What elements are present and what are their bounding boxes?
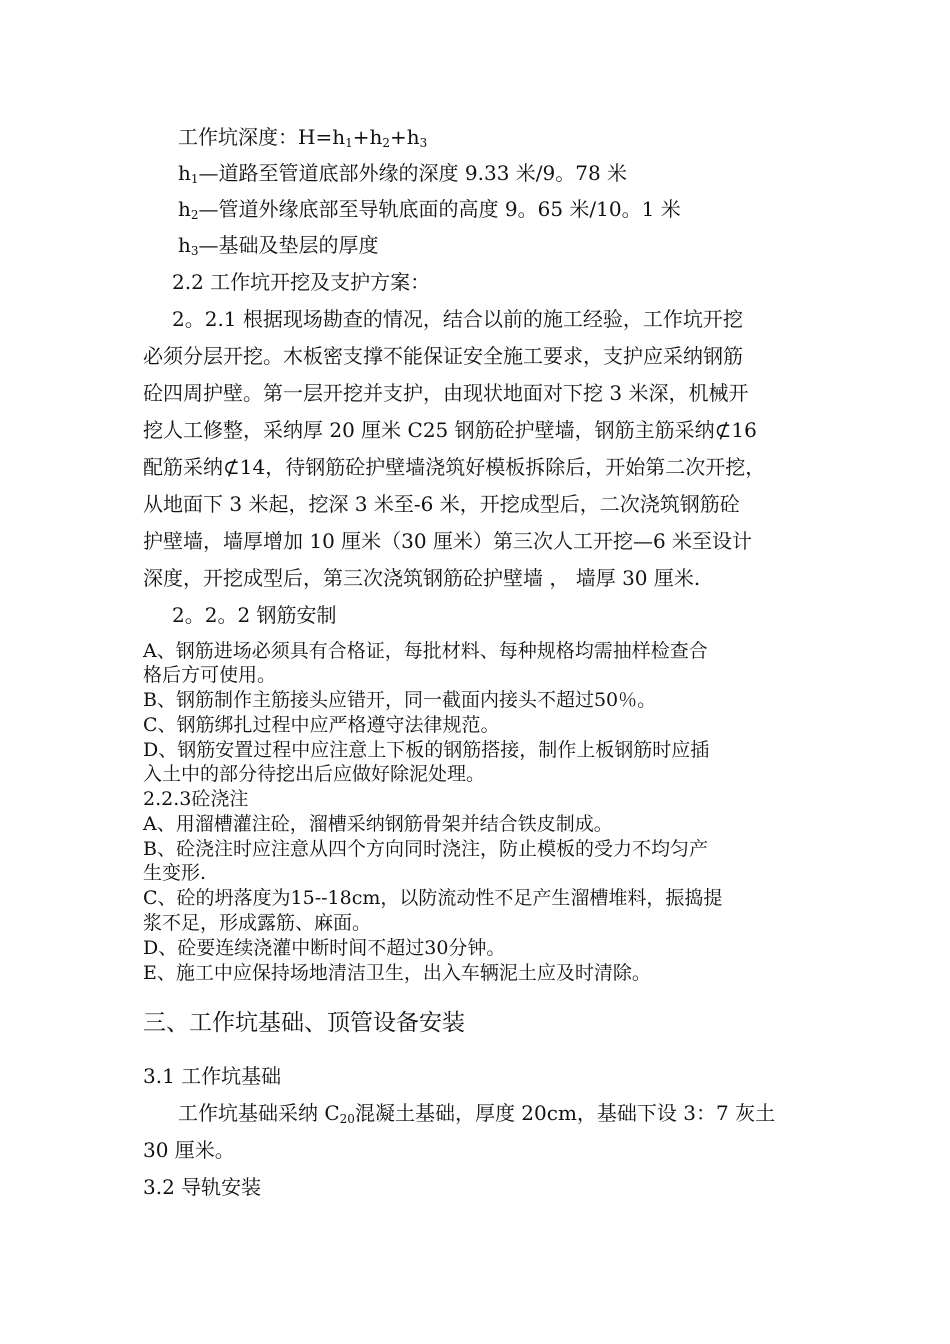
paragraph-line: 2。2.1 根据现场勘查的情况，结合以前的施工经验，工作坑开挖	[172, 307, 743, 331]
list-item: A、钢筋进场必须具有合格证，每批材料、每种规格均需抽样检查合	[143, 640, 708, 662]
list-item: 浆不足，形成露筋、麻面。	[143, 912, 372, 934]
list-item: 格后方可使用。	[143, 664, 277, 686]
h2-definition: $h_2—$管道外缘底部至导轨底面的高度 9。65 米/10。1 米	[178, 197, 681, 222]
list-item: E、施工中应保持场地清洁卫生，出入车辆泥土应及时清除。	[143, 962, 651, 984]
paragraph-line: 挖人工修整，采纳厚 20 厘米 C25 钢筋砼护壁墙，钢筋主筋采纳⊄16	[143, 418, 757, 442]
section-3-heading: 三、工作坑基础、顶管设备安装	[143, 1010, 465, 1036]
list-item: B、砼浇注时应注意从四个方向同时浇注，防止模板的受力不均匀产	[143, 838, 708, 860]
section-3-2-title: 3.2 导轨安装	[143, 1175, 262, 1199]
paragraph-line: 配筋采纳⊄14，待钢筋砼护壁墙浇筑好模板拆除后，开始第二次开挖，	[143, 455, 766, 479]
section-3-1-body-line2: 30 厘米。	[143, 1138, 235, 1162]
list-item: 入土中的部分待挖出后应做好除泥处理。	[143, 763, 486, 785]
section-3-1-title: 3.1 工作坑基础	[143, 1064, 282, 1088]
paragraph-line: 必须分层开挖。木板密支撑不能保证安全施工要求，支护应采纳钢筋	[143, 344, 743, 368]
list-item: C、砼的坍落度为15--18cm，以防流动性不足产生溜槽堆料，振捣提	[143, 887, 723, 909]
depth-formula: 工作坑深度：$H=h_1+h_2+h_3$	[178, 125, 428, 150]
paragraph-line: 护壁墙，墙厚增加 10 厘米（30 厘米）第三次人工开挖—6 米至设计	[143, 529, 753, 553]
list-item: 生变形.	[143, 862, 207, 884]
list-item: B、钢筋制作主筋接头应错开，同一截面内接头不超过50％。	[143, 689, 657, 711]
list-item: A、用溜槽灌注砼，溜槽采纳钢筋骨架并结合铁皮制成。	[143, 813, 613, 835]
list-item: D、钢筋安置过程中应注意上下板的钢筋搭接，制作上板钢筋时应插	[143, 739, 710, 761]
section-3-1-body: 工作坑基础采纳 $C_{20}$混凝土基础，厚度 20cm，基础下设 3：7 灰土	[178, 1101, 776, 1126]
paragraph-line: 深度，开挖成型后，第三次浇筑钢筋砼护壁墙 ， 墙厚 30 厘米.	[143, 566, 701, 590]
h3-definition: $h_3—$基础及垫层的厚度	[178, 233, 379, 258]
section-2-2-3-title: 2.2.3砼浇注	[143, 788, 249, 810]
list-item: D、砼要连续浇灌中断时间不超过30分钟。	[143, 937, 506, 959]
list-item: C、钢筋绑扎过程中应严格遵守法律规范。	[143, 714, 500, 736]
section-2-2-2-title: 2。2。2 钢筋安制	[172, 603, 337, 627]
h1-definition: $h_1—$道路至管道底部外缘的深度 9.33 米/9。78 米	[178, 161, 628, 186]
section-2-2-title: 2.2 工作坑开挖及支护方案：	[172, 270, 431, 294]
paragraph-line: 从地面下 3 米起，挖深 3 米至-6 米，开挖成型后，二次浇筑钢筋砼	[143, 492, 740, 516]
paragraph-line: 砼四周护壁。第一层开挖并支护，由现状地面对下挖 3 米深，机械开	[143, 381, 749, 405]
